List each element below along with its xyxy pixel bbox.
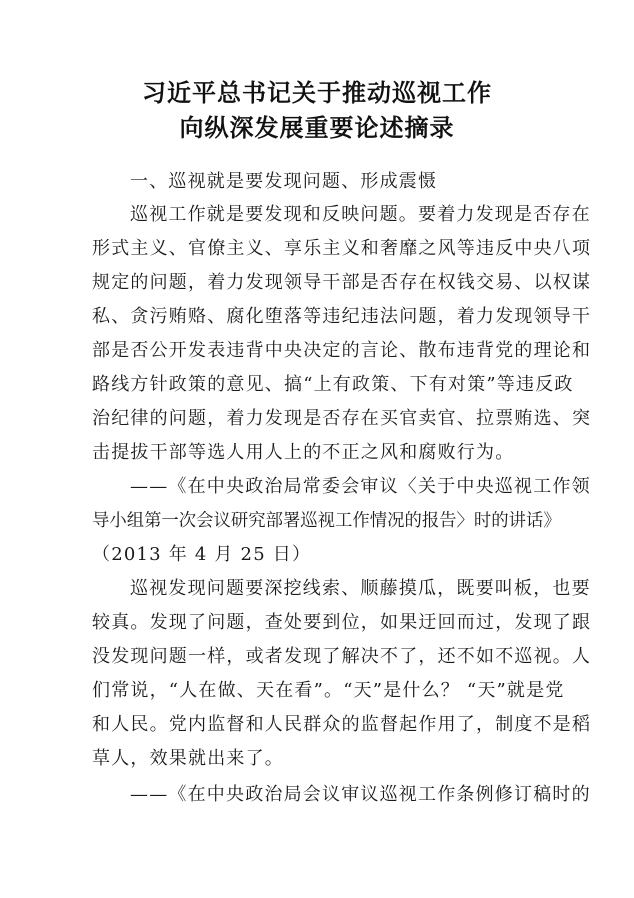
paragraph-1-line: 治纪律的问题，着力发现是否存在买官卖官、拉票贿选、突: [92, 408, 592, 429]
paragraph-2-line: 较真。发现了问题，查处要到位，如果迂回而过，发现了跟: [92, 612, 592, 633]
paragraph-1-line: 部是否公开发表违背中央决定的言论、散布违背党的理论和: [92, 340, 592, 361]
source-citation-line: 导小组第一次会议研究部署巡视工作情况的报告〉时的讲话》: [92, 511, 561, 531]
paragraph-1-line: 私、贪污贿赂、腐化堕落等违纪违法问题，着力发现领导干: [92, 306, 592, 327]
source-citation-line: ——《在中央政治局常委会审议〈关于中央巡视工作领: [130, 476, 591, 497]
document-title-line-1: 习近平总书记关于推动巡视工作: [142, 79, 492, 107]
paragraph-2-line: 草人，效果就出来了。: [92, 748, 284, 769]
paragraph-2-line: 和人民。党内监督和人民群众的监督起作用了，制度不是稻: [92, 714, 592, 735]
source-citation-date: （2013 年 4 月 25 日）: [92, 544, 312, 565]
paragraph-2-line: 巡视发现问题要深挖线索、顺藤摸瓜，既要叫板，也要: [130, 578, 591, 599]
paragraph-1-line: 击提拔干部等选人用人上的不正之风和腐败行为。: [92, 442, 515, 463]
paragraph-1-line: 规定的问题，着力发现领导干部是否存在权钱交易、以权谋: [92, 272, 592, 293]
paragraph-2-line: 们常说，“人在做、天在看”。“天”是什么？ “天”就是党: [92, 680, 565, 701]
paragraph-1-line: 巡视工作就是要发现和反映问题。要着力发现是否存在: [130, 204, 591, 225]
section-heading: 一、巡视就是要发现问题、形成震慑: [130, 171, 438, 192]
source-citation-line: ——《在中央政治局会议审议巡视工作条例修订稿时的: [130, 784, 591, 805]
paragraph-2-line: 没发现问题一样，或者发现了解决不了，还不如不巡视。人: [92, 646, 592, 667]
paragraph-1-line: 形式主义、官僚主义、享乐主义和奢靡之风等违反中央八项: [92, 238, 592, 259]
document-title-line-2: 向纵深发展重要论述摘录: [179, 114, 455, 142]
paragraph-1-line: 路线方针政策的意见、搞“上有政策、下有对策”等违反政: [92, 374, 574, 395]
